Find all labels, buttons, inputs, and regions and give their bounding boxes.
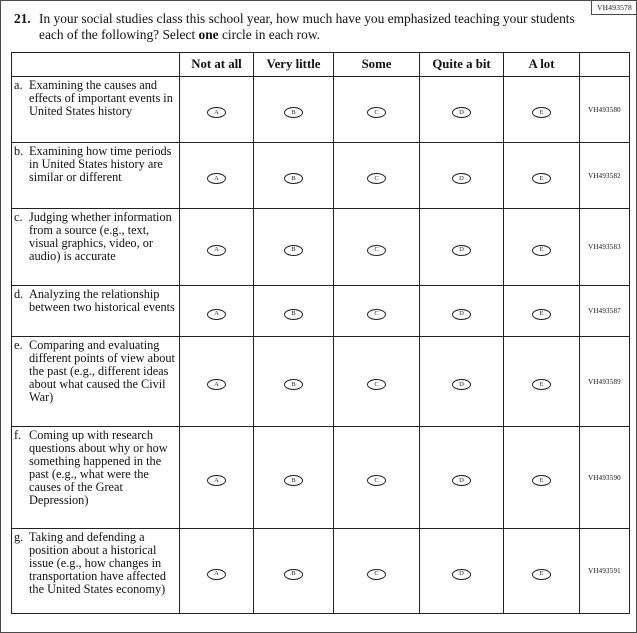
answer-cell: [180, 286, 254, 337]
oval-letter: E: [539, 108, 544, 116]
row-code: VH493580: [580, 77, 630, 143]
answer-oval-some[interactable]: [367, 475, 386, 486]
answer-cell: [420, 209, 504, 286]
column-header-quite-a-bit: Quite a bit: [420, 53, 504, 77]
answer-oval-some[interactable]: [367, 107, 386, 118]
survey-table: [11, 52, 630, 614]
oval-letter: E: [539, 380, 544, 388]
row-code: VH493591: [580, 529, 630, 614]
header-empty-cell: [12, 53, 180, 77]
answer-cell: [334, 529, 420, 614]
answer-cell: [180, 143, 254, 209]
oval-letter: C: [374, 310, 379, 317]
row-letter: d.: [14, 287, 24, 301]
column-header-not-at-all: Not at all: [180, 53, 254, 77]
answer-oval-a-lot[interactable]: [532, 173, 551, 184]
oval-letter: E: [539, 246, 544, 253]
answer-cell: [504, 529, 580, 614]
answer-cell: [504, 143, 580, 209]
answer-oval-not-at-all[interactable]: [207, 379, 226, 390]
row-label-cell: [12, 286, 180, 337]
oval-letter: B: [291, 174, 296, 182]
oval-letter: A: [214, 310, 219, 317]
question-text-suffix: circle in each row.: [218, 27, 320, 42]
answer-cell: [254, 77, 334, 143]
oval-letter: B: [291, 310, 296, 317]
form-code: VH493578: [591, 1, 636, 15]
oval-letter: B: [291, 476, 296, 484]
answer-oval-a-lot[interactable]: [532, 245, 551, 256]
row-letter: c.: [14, 210, 23, 224]
answer-oval-quite-a-bit[interactable]: [452, 107, 471, 118]
row-label-cell: [12, 427, 180, 529]
answer-cell: [180, 77, 254, 143]
row-text: Examining how time periods in United States history are similar or different: [29, 144, 172, 184]
answer-oval-a-lot[interactable]: [532, 569, 551, 580]
answer-cell: [334, 337, 420, 427]
oval-letter: D: [459, 246, 464, 253]
answer-oval-some[interactable]: [367, 309, 386, 320]
oval-letter: B: [291, 380, 296, 388]
answer-oval-some[interactable]: [367, 245, 386, 256]
table-row: [12, 77, 630, 143]
answer-cell: [420, 337, 504, 427]
oval-letter: D: [459, 108, 464, 116]
row-text: Coming up with research questions about why or how something happened in the past (e.g., what were the causes of the Great Depression): [29, 428, 168, 507]
answer-cell: [504, 77, 580, 143]
header-code-cell: [580, 53, 630, 77]
row-text: Analyzing the relationship between two historical events: [29, 287, 175, 314]
table-row: [12, 209, 630, 286]
oval-letter: B: [291, 108, 296, 116]
answer-cell: [334, 427, 420, 529]
answer-cell: [254, 337, 334, 427]
answer-oval-quite-a-bit[interactable]: [452, 475, 471, 486]
oval-letter: C: [374, 174, 379, 182]
question-text: [39, 11, 596, 43]
row-label-cell: [12, 77, 180, 143]
answer-cell: [420, 427, 504, 529]
answer-oval-some[interactable]: [367, 379, 386, 390]
column-header-very-little: Very little: [254, 53, 334, 77]
answer-oval-some[interactable]: [367, 173, 386, 184]
table-row: [12, 529, 630, 614]
answer-oval-quite-a-bit[interactable]: [452, 569, 471, 580]
answer-oval-quite-a-bit[interactable]: [452, 173, 471, 184]
oval-letter: A: [214, 476, 219, 484]
row-label-cell: [12, 337, 180, 427]
oval-letter: C: [374, 476, 379, 484]
question-text-bold: one: [198, 27, 219, 42]
answer-cell: [504, 286, 580, 337]
answer-oval-not-at-all[interactable]: [207, 245, 226, 256]
row-label-cell: [12, 529, 180, 614]
answer-cell: [254, 209, 334, 286]
oval-letter: A: [214, 174, 219, 182]
answer-cell: [334, 143, 420, 209]
row-code: VH493583: [580, 209, 630, 286]
answer-oval-not-at-all[interactable]: [207, 173, 226, 184]
oval-letter: C: [374, 380, 379, 388]
row-letter: e.: [14, 338, 23, 352]
question-text-main: In your social studies class this school year, how much have you emphasized teaching your students each of the following? Select: [39, 11, 575, 42]
answer-oval-very-little[interactable]: [284, 107, 303, 118]
row-letter: b.: [14, 144, 24, 158]
row-text: Judging whether information from a source (e.g., text, visual graphics, video, or audio) is accurate: [29, 210, 172, 263]
answer-cell: [180, 209, 254, 286]
row-label-cell: [12, 209, 180, 286]
oval-letter: B: [291, 570, 296, 577]
answer-oval-a-lot[interactable]: [532, 107, 551, 118]
row-code: VH493587: [580, 286, 630, 337]
answer-cell: [180, 529, 254, 614]
oval-letter: C: [374, 108, 379, 116]
oval-letter: D: [459, 174, 464, 182]
answer-oval-a-lot[interactable]: [532, 379, 551, 390]
answer-oval-quite-a-bit[interactable]: [452, 379, 471, 390]
table-row: [12, 427, 630, 529]
answer-oval-very-little[interactable]: [284, 475, 303, 486]
oval-letter: A: [214, 570, 219, 577]
table-row: [12, 337, 630, 427]
oval-letter: D: [459, 310, 464, 317]
row-code: VH493589: [580, 337, 630, 427]
answer-cell: [420, 286, 504, 337]
row-text: Taking and defending a position about a historical issue (e.g., how changes in transportation have affected the United States economy): [29, 530, 167, 596]
oval-letter: D: [459, 380, 464, 388]
answer-oval-not-at-all[interactable]: [207, 107, 226, 118]
oval-letter: A: [214, 108, 219, 116]
answer-cell: [504, 337, 580, 427]
answer-cell: [180, 337, 254, 427]
answer-cell: [504, 427, 580, 529]
answer-oval-a-lot[interactable]: [532, 475, 551, 486]
answer-cell: [420, 143, 504, 209]
table-row: [12, 143, 630, 209]
oval-letter: E: [539, 476, 544, 484]
answer-oval-very-little[interactable]: [284, 309, 303, 320]
answer-oval-quite-a-bit[interactable]: [452, 309, 471, 320]
header-row: [12, 53, 630, 77]
answer-oval-not-at-all[interactable]: [207, 569, 226, 580]
row-letter: a.: [14, 78, 23, 92]
oval-letter: D: [459, 476, 464, 484]
answer-oval-not-at-all[interactable]: [207, 309, 226, 320]
oval-letter: C: [374, 570, 379, 577]
answer-oval-very-little[interactable]: [284, 173, 303, 184]
answer-cell: [334, 209, 420, 286]
oval-letter: A: [214, 380, 219, 388]
row-code: VH493590: [580, 427, 630, 529]
oval-letter: E: [539, 310, 544, 317]
row-text: Examining the causes and effects of important events in United States history: [29, 78, 173, 118]
answer-oval-some[interactable]: [367, 569, 386, 580]
row-letter: f.: [14, 428, 22, 442]
table-row: [12, 286, 630, 337]
question-number: 21.: [14, 11, 31, 26]
answer-cell: [254, 529, 334, 614]
oval-letter: E: [539, 174, 544, 182]
answer-oval-a-lot[interactable]: [532, 309, 551, 320]
answer-cell: [420, 77, 504, 143]
answer-oval-very-little[interactable]: [284, 245, 303, 256]
answer-oval-not-at-all[interactable]: [207, 475, 226, 486]
oval-letter: D: [459, 570, 464, 577]
answer-cell: [420, 529, 504, 614]
answer-cell: [180, 427, 254, 529]
answer-cell: [254, 427, 334, 529]
column-header-a-lot: A lot: [504, 53, 580, 77]
answer-oval-quite-a-bit[interactable]: [452, 245, 471, 256]
row-letter: g.: [14, 530, 24, 544]
row-text: Comparing and evaluating different points of view about the past (e.g., different ideas about what caused the Civil War): [29, 338, 175, 404]
answer-oval-very-little[interactable]: [284, 379, 303, 390]
oval-letter: E: [539, 570, 544, 577]
row-label-cell: [12, 143, 180, 209]
answer-cell: [334, 286, 420, 337]
oval-letter: C: [374, 246, 379, 253]
column-header-some: Some: [334, 53, 420, 77]
oval-letter: B: [291, 246, 296, 253]
answer-cell: [254, 143, 334, 209]
answer-cell: [504, 209, 580, 286]
row-code: VH493582: [580, 143, 630, 209]
answer-cell: [334, 77, 420, 143]
question-block: [14, 11, 596, 43]
answer-cell: [254, 286, 334, 337]
oval-letter: A: [214, 246, 219, 253]
answer-oval-very-little[interactable]: [284, 569, 303, 580]
